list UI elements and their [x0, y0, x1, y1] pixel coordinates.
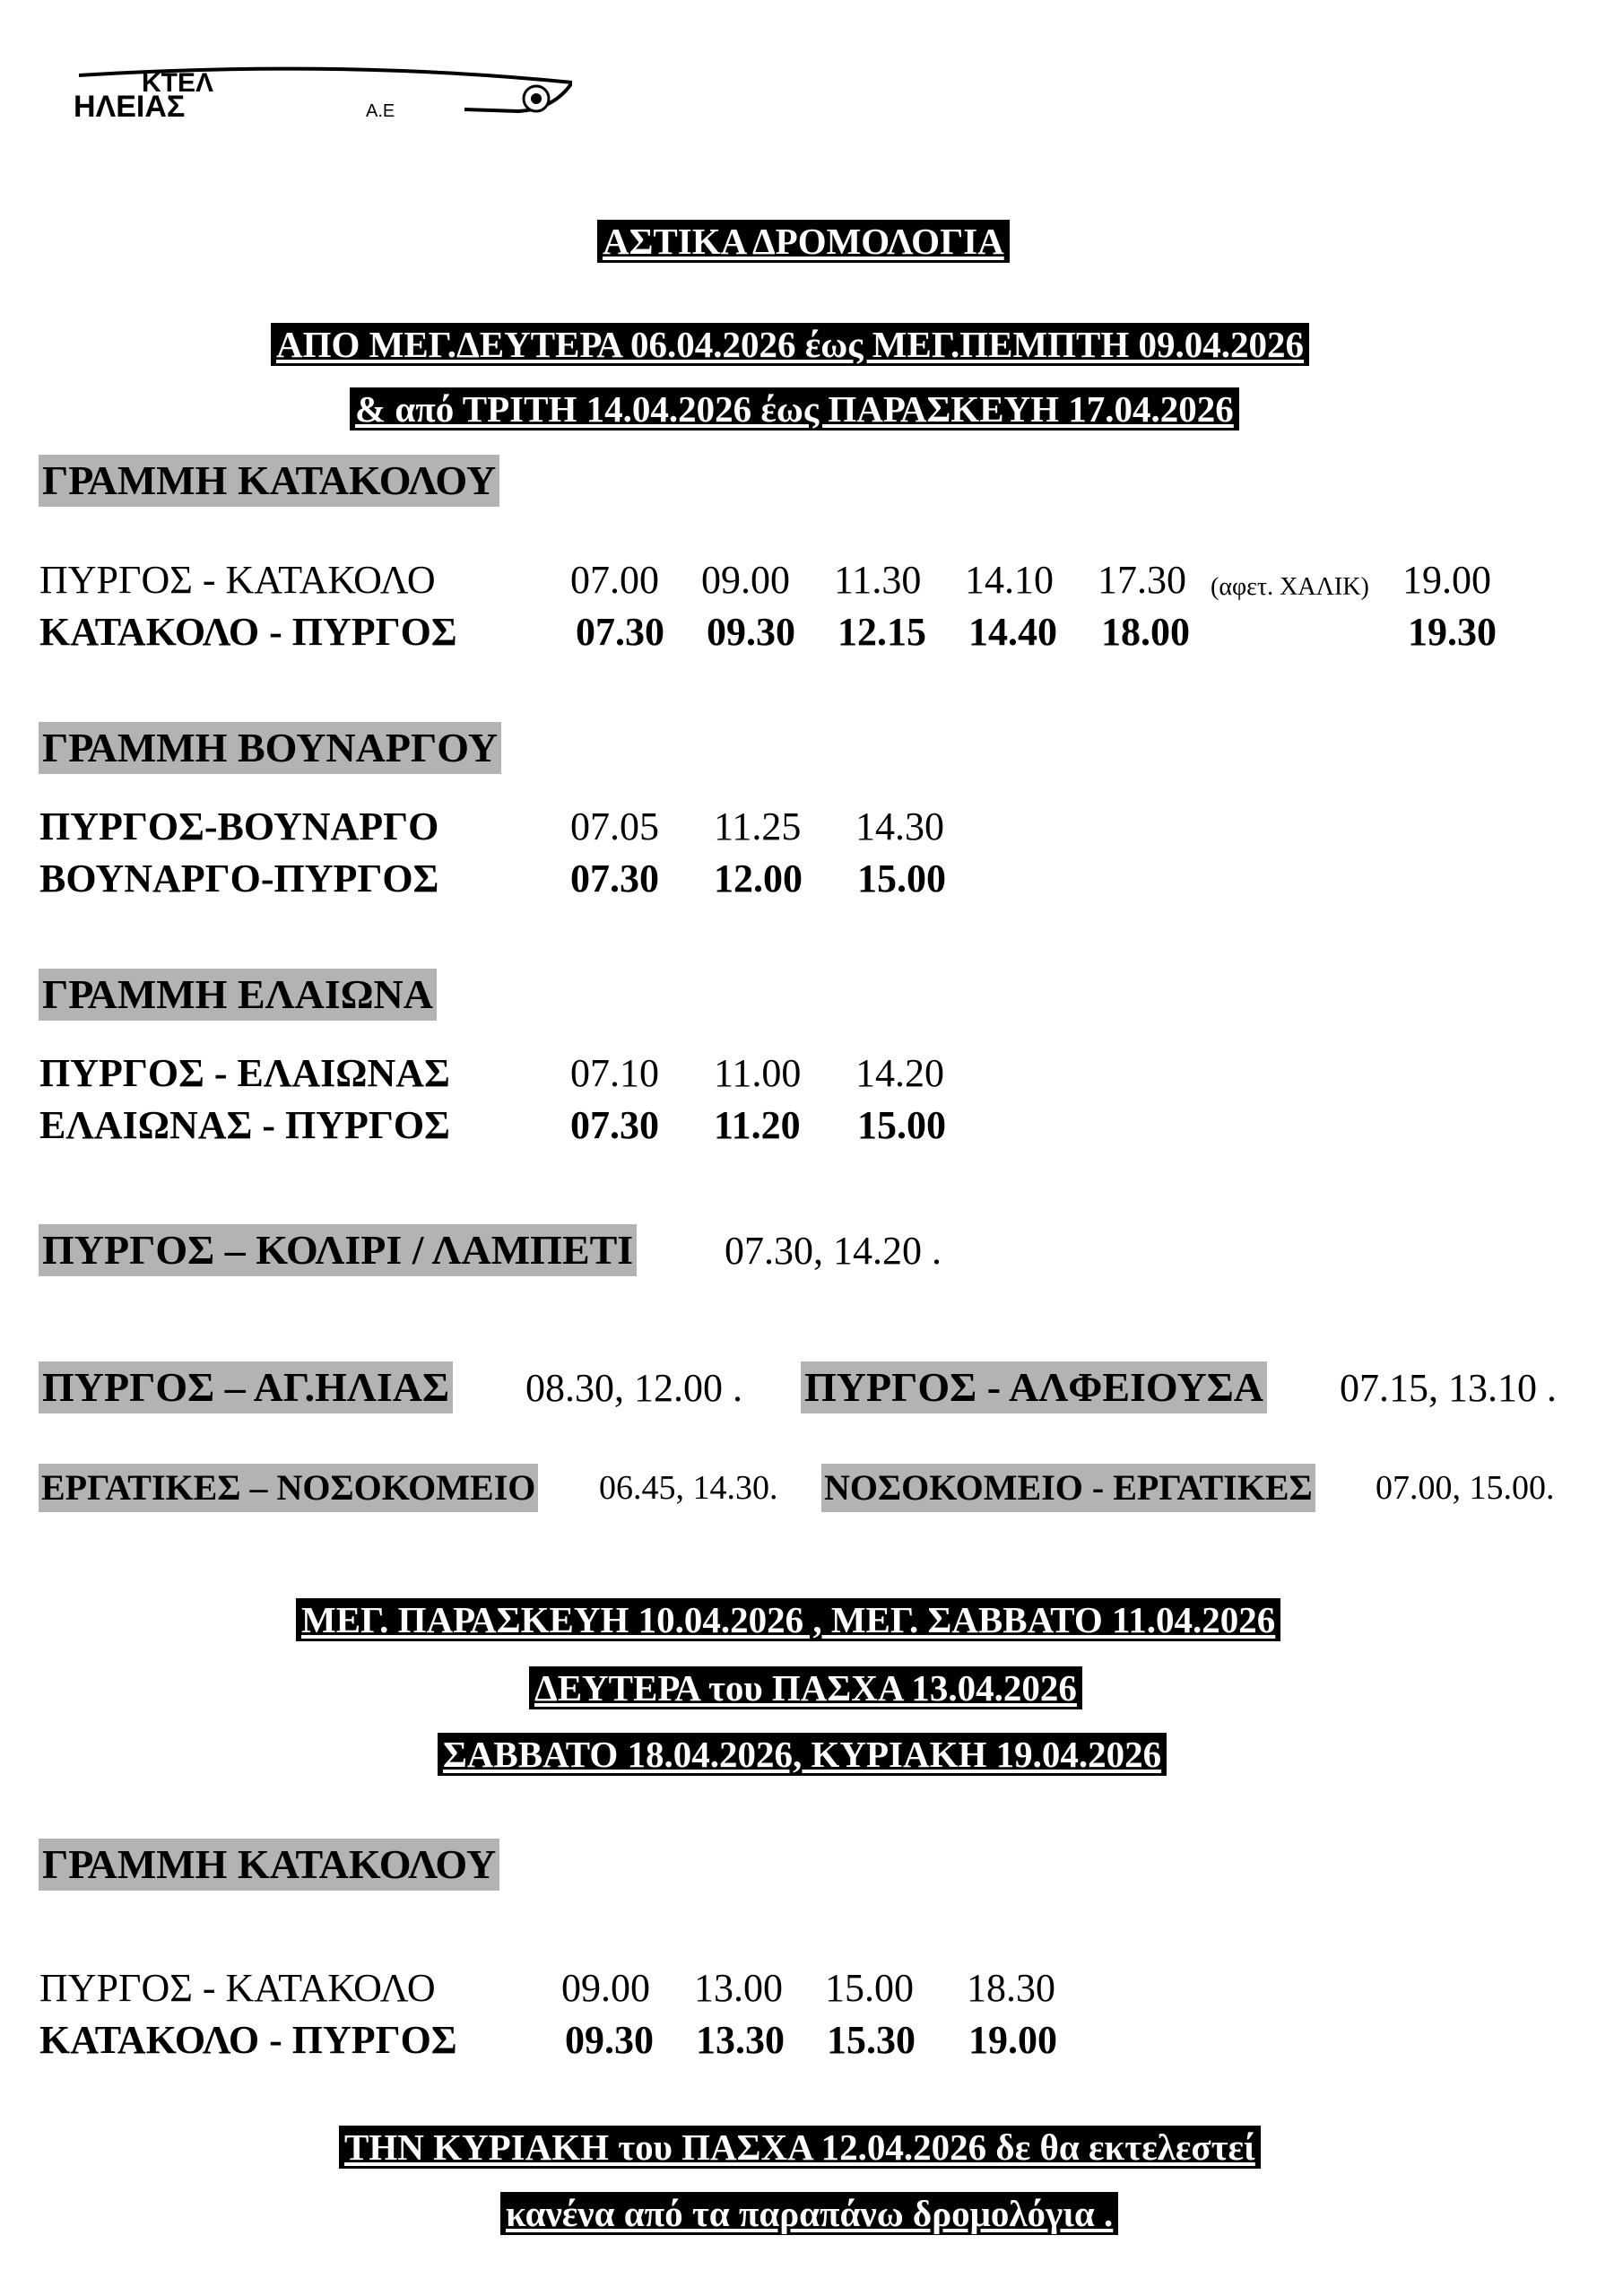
- route-label: ΠΥΡΓΟΣ - ΕΛΑΙΩΝΑΣ: [39, 1051, 450, 1095]
- period1-line2: & από ΤΡΙΤΗ 14.04.2026 έως ΠΑΡΑΣΚΕΥΗ 17.04.2026: [350, 387, 1239, 430]
- route-label: ΕΛΑΙΩΝΑΣ - ΠΥΡΓΟΣ: [39, 1103, 450, 1147]
- time-cell: 15.00: [825, 1966, 914, 2010]
- time-cell: 07.00: [570, 558, 659, 602]
- time-cell: 15.00: [857, 857, 946, 900]
- route-label: ΒΟΥΝΑΡΓΟ-ΠΥΡΓΟΣ: [39, 857, 439, 900]
- katakolo1-outbound-row: [39, 556, 1564, 604]
- time-cell: 17.30: [1098, 558, 1186, 602]
- katakolo2-header: ΓΡΑΜΜΗ ΚΑΤΑΚΟΛΟΥ: [39, 1839, 499, 1891]
- time-cell: 15.30: [827, 2018, 916, 2062]
- time-cell: 07.30: [576, 610, 664, 654]
- time-cell: 14.40: [968, 610, 1057, 654]
- period2-line1: ΜΕΓ. ΠΑΡΑΣΚΕΥΗ 10.04.2026 , ΜΕΓ. ΣΑΒΒΑΤΟ 11.04.2026: [296, 1598, 1280, 1641]
- time-cell: 19.00: [968, 2018, 1057, 2062]
- ergatikes-nosokomeio-route-label: ΕΡΓΑΤΙΚΕΣ – ΝΟΣΟΚΟΜΕΙΟ: [39, 1464, 538, 1512]
- period1-line1: ΑΠΟ ΜΕΓ.ΔΕΥΤΕΡΑ 06.04.2026 έως ΜΕΓ.ΠΕΜΠΤΗ 09.04.2026: [271, 323, 1309, 366]
- katakolo1-return-row: [39, 608, 1564, 657]
- elaiona-outbound-row: [39, 1049, 1026, 1098]
- time-cell: 14.10: [965, 558, 1054, 602]
- logo-graphic: [70, 65, 572, 118]
- time-cell: 19.30: [1408, 610, 1497, 654]
- time-cell: 11.20: [714, 1103, 801, 1147]
- time-cell: 09.00: [701, 558, 790, 602]
- time-cell: 14.20: [855, 1051, 944, 1095]
- logo-line1: ΚΤΕΛ: [142, 68, 214, 98]
- katakolo2-outbound-row: [39, 1964, 1205, 2013]
- route-label: ΚΑΤΑΚΟΛΟ - ΠΥΡΓΟΣ: [39, 2018, 457, 2062]
- alfeiousa-route-label: ΠΥΡΓΟΣ - ΑΛΦΕΙΟΥΣΑ: [801, 1361, 1267, 1413]
- katakolo2-return-row: [39, 2016, 1205, 2065]
- time-cell: 07.05: [570, 804, 659, 848]
- alfeiousa-times: 07.15, 13.10 .: [1340, 1366, 1557, 1410]
- time-cell: 18.00: [1101, 610, 1190, 654]
- koliri-route-label: ΠΥΡΓΟΣ – ΚΟΛΙΡΙ / ΛΑΜΠΕΤΙ: [39, 1224, 637, 1276]
- vounargo-header: ΓΡΑΜΜΗ ΒΟΥΝΑΡΓΟΥ: [39, 722, 501, 774]
- period2-line3: ΣΑΒΒΑΤΟ 18.04.2026, ΚΥΡΙΑΚΗ 19.04.2026: [438, 1733, 1167, 1776]
- elaiona-header: ΓΡΑΜΜΗ ΕΛΑΙΩΝΑ: [39, 969, 437, 1021]
- time-cell: 07.30: [570, 1103, 659, 1147]
- koliri-times: 07.30, 14.20 .: [725, 1229, 942, 1273]
- logo-suffix: Α.Ε: [366, 101, 395, 118]
- ergatikes-nosokomeio-times: 06.45, 14.30.: [599, 1469, 778, 1507]
- time-cell: 18.30: [967, 1966, 1055, 2010]
- nosokomeio-ergatikes-times: 07.00, 15.00.: [1376, 1469, 1555, 1507]
- nosokomeio-ergatikes-route-label: ΝΟΣΟΚΟΜΕΙΟ - ΕΡΓΑΤΙΚΕΣ: [821, 1464, 1315, 1512]
- time-cell: 11.25: [714, 804, 802, 848]
- footer-line1: ΤΗΝ ΚΥΡΙΑΚΗ του ΠΑΣΧΑ 12.04.2026 δε θα εκτελεστεί: [339, 2126, 1261, 2169]
- time-cell: 07.30: [570, 857, 659, 900]
- time-cell: 13.30: [696, 2018, 785, 2062]
- time-cell: 19.00: [1402, 558, 1491, 602]
- page-title: ΑΣΤΙΚΑ ΔΡΟΜΟΛΟΓΙΑ: [597, 220, 1010, 263]
- time-cell: 12.00: [714, 857, 803, 900]
- time-cell: 09.30: [565, 2018, 654, 2062]
- katakolo1-header: ΓΡΑΜΜΗ ΚΑΤΑΚΟΛΟΥ: [39, 455, 499, 507]
- footer-line2: κανένα από τα παραπάνω δρομολόγια .: [500, 2192, 1118, 2235]
- route-note: (αφετ. ΧΑΛΙΚ): [1211, 573, 1369, 601]
- logo-line2: ΗΛΕΙΑΣ: [74, 90, 186, 118]
- ag-ilias-route-label: ΠΥΡΓΟΣ – ΑΓ.ΗΛΙΑΣ: [39, 1361, 453, 1413]
- time-cell: 15.00: [857, 1103, 946, 1147]
- route-label: ΠΥΡΓΟΣ - ΚΑΤΑΚΟΛΟ: [39, 558, 436, 602]
- company-logo: [70, 65, 572, 118]
- time-cell: 11.30: [834, 558, 922, 602]
- route-label: ΚΑΤΑΚΟΛΟ - ΠΥΡΓΟΣ: [39, 610, 457, 654]
- time-cell: 14.30: [855, 804, 944, 848]
- vounargo-return-row: [39, 855, 1026, 903]
- route-label: ΠΥΡΓΟΣ-ΒΟΥΝΑΡΓΟ: [39, 804, 439, 848]
- ag-ilias-times: 08.30, 12.00 .: [525, 1366, 742, 1410]
- time-cell: 07.10: [570, 1051, 659, 1095]
- route-label: ΠΥΡΓΟΣ - ΚΑΤΑΚΟΛΟ: [39, 1966, 436, 2010]
- vounargo-outbound-row: [39, 803, 1026, 851]
- elaiona-return-row: [39, 1101, 1026, 1150]
- period2-line2: ΔΕΥΤΕΡΑ του ΠΑΣΧΑ 13.04.2026: [529, 1666, 1082, 1709]
- time-cell: 12.15: [838, 610, 926, 654]
- time-cell: 09.00: [561, 1966, 650, 2010]
- time-cell: 09.30: [707, 610, 795, 654]
- time-cell: 11.00: [714, 1051, 802, 1095]
- time-cell: 13.00: [694, 1966, 783, 2010]
